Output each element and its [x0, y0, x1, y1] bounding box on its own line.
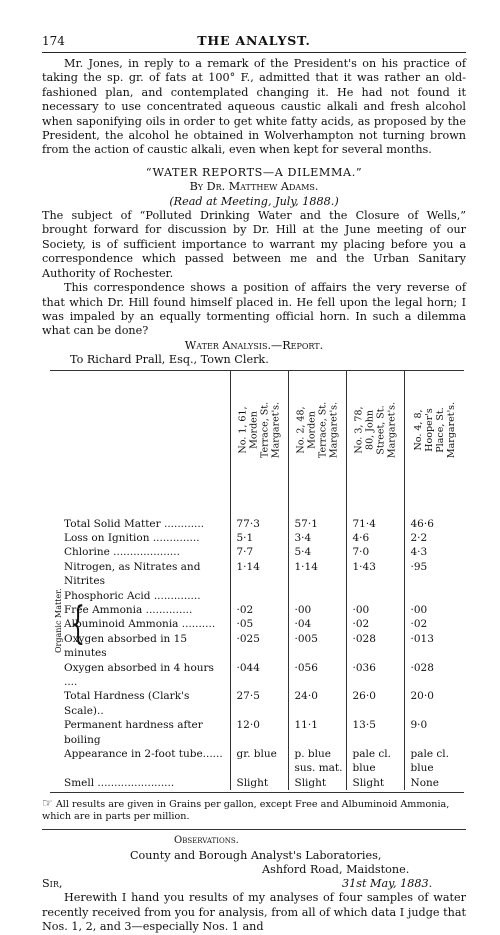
table-row [50, 560, 464, 589]
table-cell: ·056 [288, 661, 346, 690]
table-cell: 9·0 [404, 718, 464, 747]
table-header-row [50, 370, 464, 489]
salutation: Sir, [42, 877, 63, 891]
letter-date: 31st May, 1883. [342, 877, 433, 891]
table-cell: 1·14 [288, 560, 346, 589]
table-cell: 12·0 [230, 718, 288, 747]
table-cell: p. blue sus. mat. [288, 747, 346, 776]
table-cell: 4·6 [346, 531, 404, 545]
table-cell: ·04 [288, 617, 346, 631]
table-cell: Slight [288, 776, 346, 790]
table-cell: pale cl. blue [404, 747, 464, 776]
table-cell: 57·1 [288, 489, 346, 531]
table-cell: 46·6 [404, 489, 464, 531]
footnote-text: All results are given in Grains per gallon, except Free and Albuminoid Ammonia, which are in parts per million. [42, 799, 450, 823]
table-cell: ·013 [404, 632, 464, 661]
article-title: “WATER REPORTS—A DILEMMA.” [145, 165, 363, 179]
intro-paragraph: Mr. Jones, in reply to a remark of the President's on his practice of taking the sp. gr. of fats at 100° F., admitted that it was rather an old-fashioned plan, and contemplated changing it. He had not found it necessary to use concentrated aqueous caustic alkali and fresh alcohol when saponifying oils in order to get white fatty acids, as proposed by the President, the alcohol he obtained in Wolverhampton not turning brown from the action of caustic alkali, even when kept for several months. [42, 57, 466, 157]
page [42, 34, 466, 935]
table-cell: ·95 [404, 560, 464, 589]
table-cell: gr. blue [230, 747, 288, 776]
article-paragraph-2: This correspondence shows a position of affairs the very reverse of that which Dr. Hill found himself placed in. He fell upon the legal horn; I was impaled by an equally tormenting official horn. In such a dilemma what can be done? [42, 281, 466, 338]
table-cell: 77·3 [230, 489, 288, 531]
table-cell: 3·4 [288, 531, 346, 545]
table-cell: 7·7 [230, 545, 288, 559]
table-cell: 4·3 [404, 545, 464, 559]
running-title: THE ANALYST. [197, 33, 311, 48]
table-row [50, 689, 464, 718]
table-cell: ·02 [346, 617, 404, 631]
table-cell: 1·43 [346, 560, 404, 589]
row-label: Free Ammonia .............. Organic Matter. { [54, 588, 193, 653]
table-cell: 7·0 [346, 545, 404, 559]
table-row [50, 603, 464, 617]
table-cell: 20·0 [404, 689, 464, 718]
table-cell: 24·0 [288, 689, 346, 718]
page-number: 174 [42, 34, 65, 48]
address-line-1: County and Borough Analyst's Laboratories, [130, 848, 382, 862]
column-header [346, 370, 404, 489]
table-cell: 26·0 [346, 689, 404, 718]
row-label: Nitrogen, as Nitrates and Nitrites [64, 560, 201, 588]
row-label: Appearance in 2-foot tube...... [64, 748, 223, 761]
table-cell: 1·14 [230, 560, 288, 589]
table-cell: None [404, 776, 464, 790]
table-cell: ·028 [404, 661, 464, 690]
observations-heading: Observations. [174, 835, 239, 847]
table-cell: 27·5 [230, 689, 288, 718]
footnote [42, 797, 466, 823]
table-cell: ·005 [288, 632, 346, 661]
table-cell: Slight [230, 776, 288, 790]
column-header-label: No. 3, 78, 80, John Street, St. Margaret's. [353, 401, 397, 458]
article-byline: By Dr. Matthew Adams. [189, 180, 319, 194]
row-label: Oxygen absorbed in 15 minutes [64, 632, 188, 660]
table-cell: ·00 [288, 603, 346, 617]
table-cell: 2·2 [404, 531, 464, 545]
table-cell: ·00 [404, 603, 464, 617]
table-body [50, 489, 464, 791]
table-row [50, 632, 464, 661]
column-header [404, 370, 464, 489]
column-header-label: No. 1, 61, Morden Terrace, St. Margaret's. [237, 401, 281, 458]
table-row [50, 589, 464, 603]
row-label: Permanent hardness after boiling [64, 719, 203, 746]
row-label: Total Hardness (Clark's Scale).. [64, 690, 190, 717]
addressee-line: To Richard Prall, Esq., Town Clerk. [70, 353, 269, 367]
table-cell [404, 589, 464, 603]
table-cell: ·02 [230, 603, 288, 617]
row-label: Albuminoid Ammonia .......... [64, 618, 216, 631]
table-cell: pale cl. blue [346, 747, 404, 776]
table-cell: Slight [346, 776, 404, 790]
report-heading: Water Analysis.—Report. [184, 338, 324, 352]
salutation-row [42, 877, 466, 891]
table-row [50, 545, 464, 559]
table-cell: ·00 [346, 603, 404, 617]
water-analysis-table [50, 370, 464, 794]
table-row [50, 531, 464, 545]
column-header [288, 370, 346, 489]
column-header [230, 370, 288, 489]
table-cell: ·05 [230, 617, 288, 631]
letter-body: Herewith I hand you results of my analyses of four samples of water recently received from you for analysis, from all of which data I judge that Nos. 1, 2, and 3—especially Nos. 1 and [42, 891, 466, 934]
table-cell [230, 589, 288, 603]
row-label: Phosphoric Acid .............. [64, 589, 201, 602]
read-at-line: (Read at Meeting, July, 1888.) [169, 194, 339, 208]
table-cell: 5·4 [288, 545, 346, 559]
column-header-label: No. 2, 48, Morden Terrace, St. Margaret's. [295, 401, 339, 458]
row-label: Smell ....................... [64, 776, 175, 789]
article-paragraph-1: The subject of “Polluted Drinking Water and the Closure of Wells,” brought forward for discussion by Dr. Hill at the June meeting of our Society, is of sufficient importance to warrant my placing before you a correspondence which passed between me and the Urban Sanitary Authority of Rochester. [42, 209, 466, 280]
table-row [50, 718, 464, 747]
column-header-label: No. 4, 8, Hooper's Place, St. Margaret's. [412, 401, 457, 458]
table-cell: 71·4 [346, 489, 404, 531]
table-cell [346, 589, 404, 603]
table-row [50, 617, 464, 631]
organic-matter-label: Organic Matter. [54, 588, 63, 653]
brace-icon: { [71, 597, 85, 649]
table-cell: 5·1 [230, 531, 288, 545]
row-label: Oxygen absorbed in 4 hours .... [64, 661, 214, 688]
address-line-2: Ashford Road, Maidstone. [262, 863, 410, 877]
table-cell: ·044 [230, 661, 288, 690]
row-label: Chlorine .................... [64, 546, 180, 559]
table-cell: ·036 [346, 661, 404, 690]
page-header [42, 34, 466, 53]
divider [42, 829, 466, 830]
table-row [50, 661, 464, 690]
table-cell: ·028 [346, 632, 404, 661]
table-row [50, 489, 464, 531]
table-cell: ·02 [404, 617, 464, 631]
table-cell: 13·5 [346, 718, 404, 747]
table-row [50, 776, 464, 790]
table-cell: ·025 [230, 632, 288, 661]
table-cell [288, 589, 346, 603]
row-label: Loss on Ignition .............. [64, 531, 200, 544]
table-cell: 11·1 [288, 718, 346, 747]
row-label: Total Solid Matter ............ [64, 517, 205, 530]
pointing-hand-icon: ☞ [42, 796, 53, 811]
table-row [50, 747, 464, 776]
